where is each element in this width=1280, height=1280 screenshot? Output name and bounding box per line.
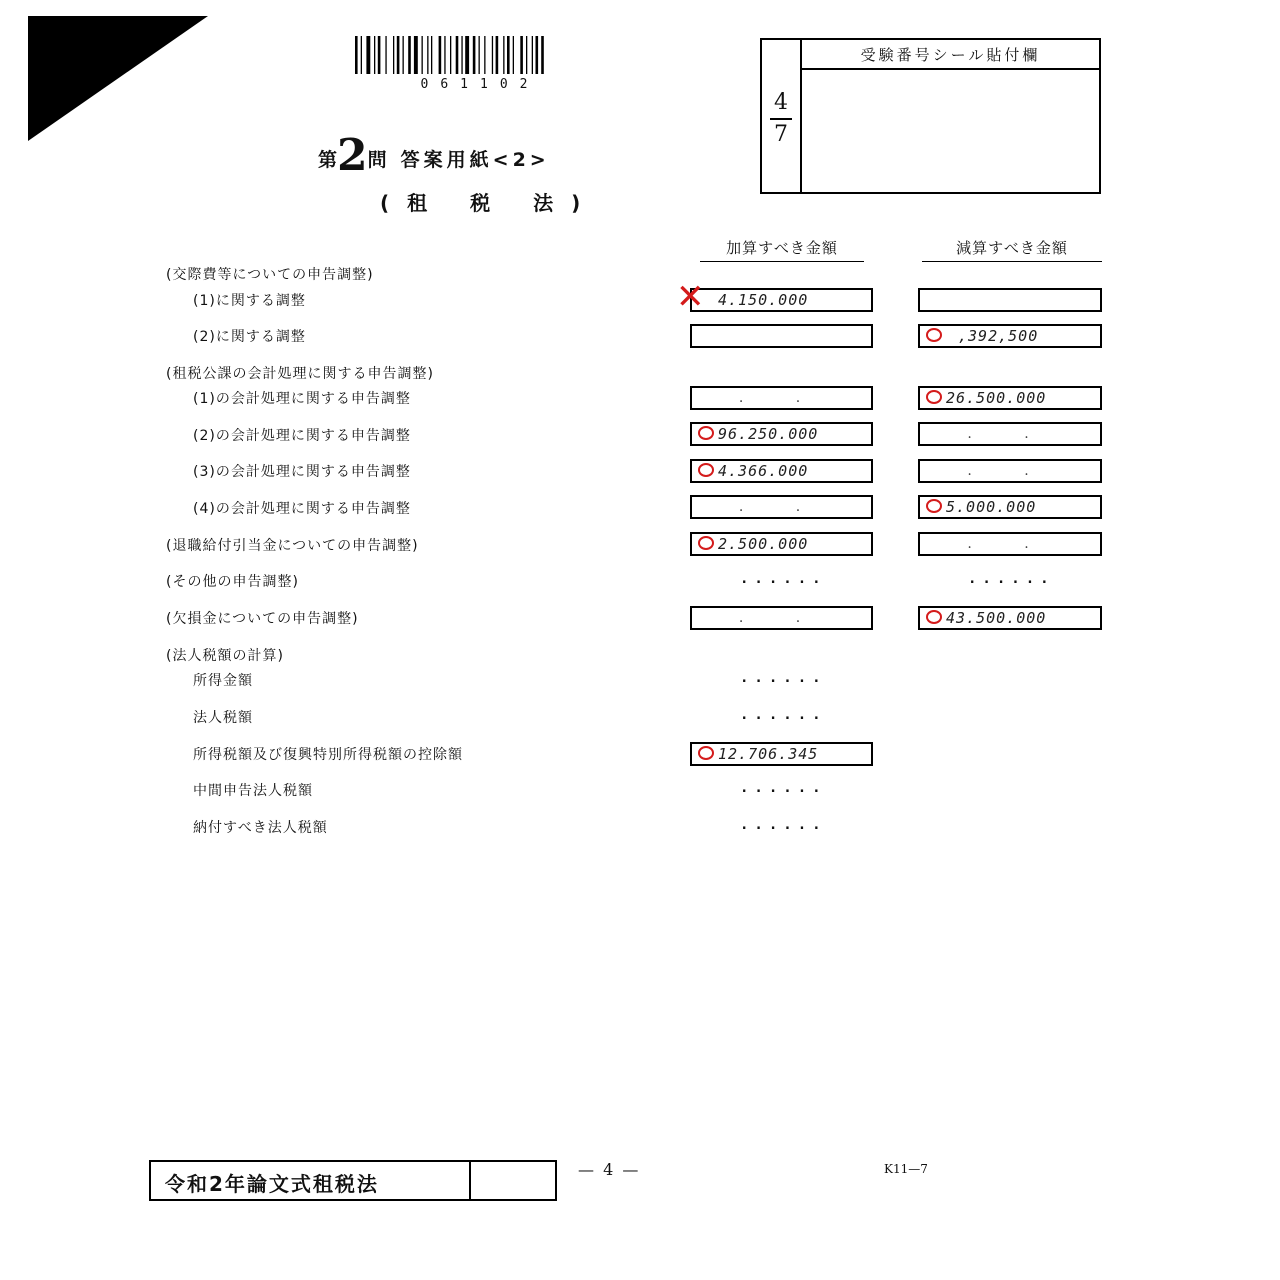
placeholder-dots: ......	[740, 817, 827, 833]
placeholder-dots: ......	[968, 571, 1055, 587]
incorrect-mark-icon: ✕	[676, 277, 705, 317]
placeholder-dots: ......	[740, 670, 827, 686]
correct-mark-icon	[926, 499, 942, 513]
title-prefix: 第	[318, 149, 338, 171]
box-separators: . .	[967, 463, 1053, 479]
row-label-interim: 中間申告法人税額	[193, 783, 313, 799]
section-corporate-tax: (法人税額の計算)	[166, 648, 284, 664]
answer-box-deduction-add[interactable]	[690, 742, 873, 766]
answer-box-ent2-sub[interactable]	[918, 324, 1102, 348]
row-label-income: 所得金額	[193, 673, 253, 689]
answer-box-ent1-add[interactable]	[676, 277, 873, 317]
page-number: — 4 —	[578, 1160, 641, 1179]
row-label-tax3: (3)の会計処理に関する申告調整	[193, 464, 411, 480]
answer-box-tax2-add[interactable]	[690, 422, 873, 446]
row-label-tax4: (4)の会計処理に関する申告調整	[193, 501, 411, 517]
answer-box-loss-add[interactable]	[690, 606, 873, 630]
answer-box-tax4-add[interactable]	[690, 495, 873, 519]
box-separators: . .	[967, 536, 1053, 552]
footer-title: 令和2年論文式租税法	[165, 1172, 379, 1196]
box-separators: . .	[967, 426, 1053, 442]
answer-value: ,392,500	[958, 327, 1039, 345]
document-code: K11—7	[884, 1162, 928, 1176]
correct-mark-icon	[698, 536, 714, 550]
answer-box-loss-sub[interactable]	[918, 606, 1102, 630]
correct-mark-icon	[698, 426, 714, 440]
row-label-tax2: (2)の会計処理に関する申告調整	[193, 428, 411, 444]
correct-mark-icon	[926, 328, 942, 342]
placeholder-dots: ......	[740, 780, 827, 796]
row-label-other: (その他の申告調整)	[166, 574, 299, 590]
answer-box-tax3-sub[interactable]	[918, 459, 1102, 483]
sticker-label: 受験番号シール貼付欄	[860, 46, 1041, 64]
box-separators: . .	[738, 390, 825, 406]
answer-box-retirement-sub[interactable]	[918, 532, 1102, 556]
answer-box-tax1-sub[interactable]	[918, 386, 1102, 410]
answer-box-tax4-sub[interactable]	[918, 495, 1102, 519]
page-subtitle: (租 税 法)	[380, 191, 599, 215]
row-label-tax1: (1)の会計処理に関する申告調整	[193, 391, 411, 407]
answer-value: 96.250.000	[718, 425, 819, 443]
column-header-subtract: 減算すべき金額	[922, 237, 1102, 262]
title-suffix: 問	[367, 149, 387, 171]
answer-value: 2.500.000	[718, 535, 809, 553]
column-header-add: 加算すべき金額	[700, 237, 864, 262]
placeholder-dots: ......	[740, 571, 827, 587]
footer-divider	[469, 1162, 471, 1199]
footer-title-box	[149, 1160, 557, 1201]
placeholder-dots: ......	[740, 707, 827, 723]
answer-value: 26.500.000	[946, 389, 1047, 407]
fraction-bar	[770, 118, 792, 120]
correct-mark-icon	[926, 610, 942, 624]
answer-box-ent1-sub[interactable]	[918, 288, 1102, 312]
row-label-ent1: (1)に関する調整	[193, 293, 306, 309]
section-taxes: (租税公課の会計処理に関する申告調整)	[166, 366, 434, 382]
row-label-payable: 納付すべき法人税額	[193, 820, 328, 836]
corner-mark	[28, 16, 208, 141]
box-separators: . .	[738, 610, 825, 626]
answer-value: 5.000.000	[946, 498, 1037, 516]
answer-box-tax3-add[interactable]	[690, 459, 873, 483]
title-number: 2	[337, 130, 368, 181]
row-label-corp-tax: 法人税額	[193, 710, 253, 726]
fraction-denominator: 7	[774, 121, 788, 147]
answer-value: 4.366.000	[718, 462, 809, 480]
answer-value: 43.500.000	[946, 609, 1047, 627]
answer-value: 12.706.345	[718, 745, 819, 763]
exam-number-sticker-box	[760, 38, 1101, 194]
barcode-number: 061102	[420, 77, 540, 92]
answer-box-ent2-add[interactable]	[690, 324, 873, 348]
answer-box-retirement-add[interactable]	[690, 532, 873, 556]
row-label-deduction: 所得税額及び復興特別所得税額の控除額	[193, 747, 463, 763]
box-separators: . .	[738, 499, 825, 515]
row-label-retirement: (退職給付引当金についての申告調整)	[166, 538, 419, 554]
page-title	[318, 130, 550, 181]
answer-box-tax2-sub[interactable]	[918, 422, 1102, 446]
answer-value: 4.150.000	[718, 291, 809, 309]
sticker-header-line	[802, 68, 1099, 70]
barcode	[355, 36, 601, 82]
row-label-loss: (欠損金についての申告調整)	[166, 611, 359, 627]
section-entertainment: (交際費等についての申告調整)	[166, 267, 374, 283]
row-label-ent2: (2)に関する調整	[193, 329, 306, 345]
correct-mark-icon	[926, 390, 942, 404]
title-rest: 答案用紙<2>	[400, 149, 550, 171]
correct-mark-icon	[698, 463, 714, 477]
page-fraction	[762, 90, 800, 148]
fraction-numerator: 4	[774, 90, 788, 115]
correct-mark-icon	[698, 746, 714, 760]
answer-box-tax1-add[interactable]	[690, 386, 873, 410]
